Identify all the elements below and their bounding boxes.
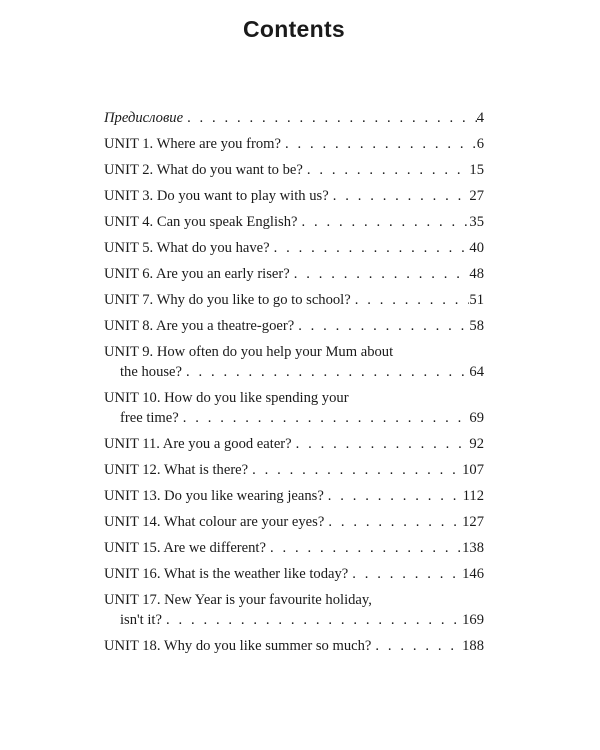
toc-page-number: 127 [462, 514, 484, 530]
dot-leader [266, 538, 462, 558]
toc-page-number: 6 [476, 136, 484, 152]
dot-leader [281, 134, 477, 154]
toc-entry [104, 538, 484, 558]
toc-entry-title: UNIT 14. What colour are your eyes? [104, 514, 325, 530]
dot-leader [290, 264, 470, 284]
dot-leader [348, 564, 462, 584]
toc-entry [104, 486, 484, 506]
toc-entry-title: UNIT 8. Are you a theatre-goer? [104, 318, 295, 334]
toc-entry [104, 512, 484, 532]
toc-page-number: 48 [469, 266, 484, 282]
dot-leader [329, 186, 470, 206]
dot-leader [351, 290, 470, 310]
toc-page-number: 40 [469, 240, 484, 256]
dot-leader [248, 460, 462, 480]
toc-entry-title: free time? [120, 410, 179, 426]
toc-entry [104, 460, 484, 480]
toc-entry-title: Предисловие [104, 110, 184, 126]
toc-entry [104, 342, 484, 382]
toc-entry-title: UNIT 4. Can you speak English? [104, 214, 298, 230]
dot-leader [324, 512, 462, 532]
dot-leader [297, 212, 469, 232]
toc-entry-title: UNIT 18. Why do you like summer so much? [104, 638, 372, 654]
toc-entry-title: UNIT 3. Do you want to play with us? [104, 188, 329, 204]
toc-page-number: 169 [462, 612, 484, 628]
toc-entry-title: UNIT 17. New Year is your favourite holiday, [104, 592, 372, 608]
toc-entry-title: UNIT 7. Why do you like to go to school? [104, 292, 351, 308]
toc-page-number: 58 [469, 318, 484, 334]
toc-entry-title: UNIT 12. What is there? [104, 462, 249, 478]
toc-page-number: 146 [462, 566, 484, 582]
toc-entry [104, 316, 484, 336]
toc-entry [104, 636, 484, 656]
toc-page-number: 4 [476, 110, 484, 126]
dot-leader [294, 316, 469, 336]
dot-leader [303, 160, 470, 180]
toc-page-number: 138 [462, 540, 484, 556]
toc-entry-title: UNIT 2. What do you want to be? [104, 162, 303, 178]
toc-entry-title: the house? [120, 364, 183, 380]
toc-page-number: 64 [469, 364, 484, 380]
toc-entry-title: UNIT 11. Are you a good eater? [104, 436, 292, 452]
toc-entry [104, 212, 484, 232]
toc-page-number: 107 [462, 462, 484, 478]
dot-leader [162, 610, 462, 630]
toc-entry [104, 564, 484, 584]
dot-leader [183, 108, 477, 128]
toc-page-number: 35 [469, 214, 484, 230]
toc-entry-title: UNIT 10. How do you like spending your [104, 390, 349, 406]
toc-page-number: 92 [469, 436, 484, 452]
toc-entry-title: UNIT 6. Are you an early riser? [104, 266, 290, 282]
toc-entry-title: UNIT 1. Where are you from? [104, 136, 281, 152]
toc-page-number: 51 [469, 292, 484, 308]
dot-leader [179, 408, 470, 428]
dot-leader [182, 362, 469, 382]
dot-leader [292, 434, 470, 454]
toc-entry [104, 264, 484, 284]
toc-page-number: 69 [469, 410, 484, 426]
dot-leader [270, 238, 470, 258]
page-title: Contents [242, 16, 346, 42]
toc-entry-title: UNIT 16. What is the weather like today? [104, 566, 349, 582]
toc-page-number: 188 [462, 638, 484, 654]
toc-entry [104, 238, 484, 258]
dot-leader [371, 636, 462, 656]
toc-entry [104, 590, 484, 630]
toc-entry [104, 186, 484, 206]
toc-page-number: 27 [469, 188, 484, 204]
toc-entry-title: UNIT 15. Are we different? [104, 540, 266, 556]
table-of-contents [104, 108, 484, 662]
toc-entry [104, 290, 484, 310]
toc-entry [104, 108, 484, 128]
toc-entry-title: UNIT 13. Do you like wearing jeans? [104, 488, 324, 504]
toc-entry-title: UNIT 5. What do you have? [104, 240, 270, 256]
toc-page-number: 15 [469, 162, 484, 178]
toc-entry-title: isn't it? [120, 612, 162, 628]
toc-entry [104, 388, 484, 428]
toc-page-number: 112 [462, 488, 484, 504]
toc-entry [104, 434, 484, 454]
dot-leader [324, 486, 463, 506]
toc-entry-title: UNIT 9. How often do you help your Mum about [104, 344, 394, 360]
toc-entry [104, 160, 484, 180]
toc-entry [104, 134, 484, 154]
